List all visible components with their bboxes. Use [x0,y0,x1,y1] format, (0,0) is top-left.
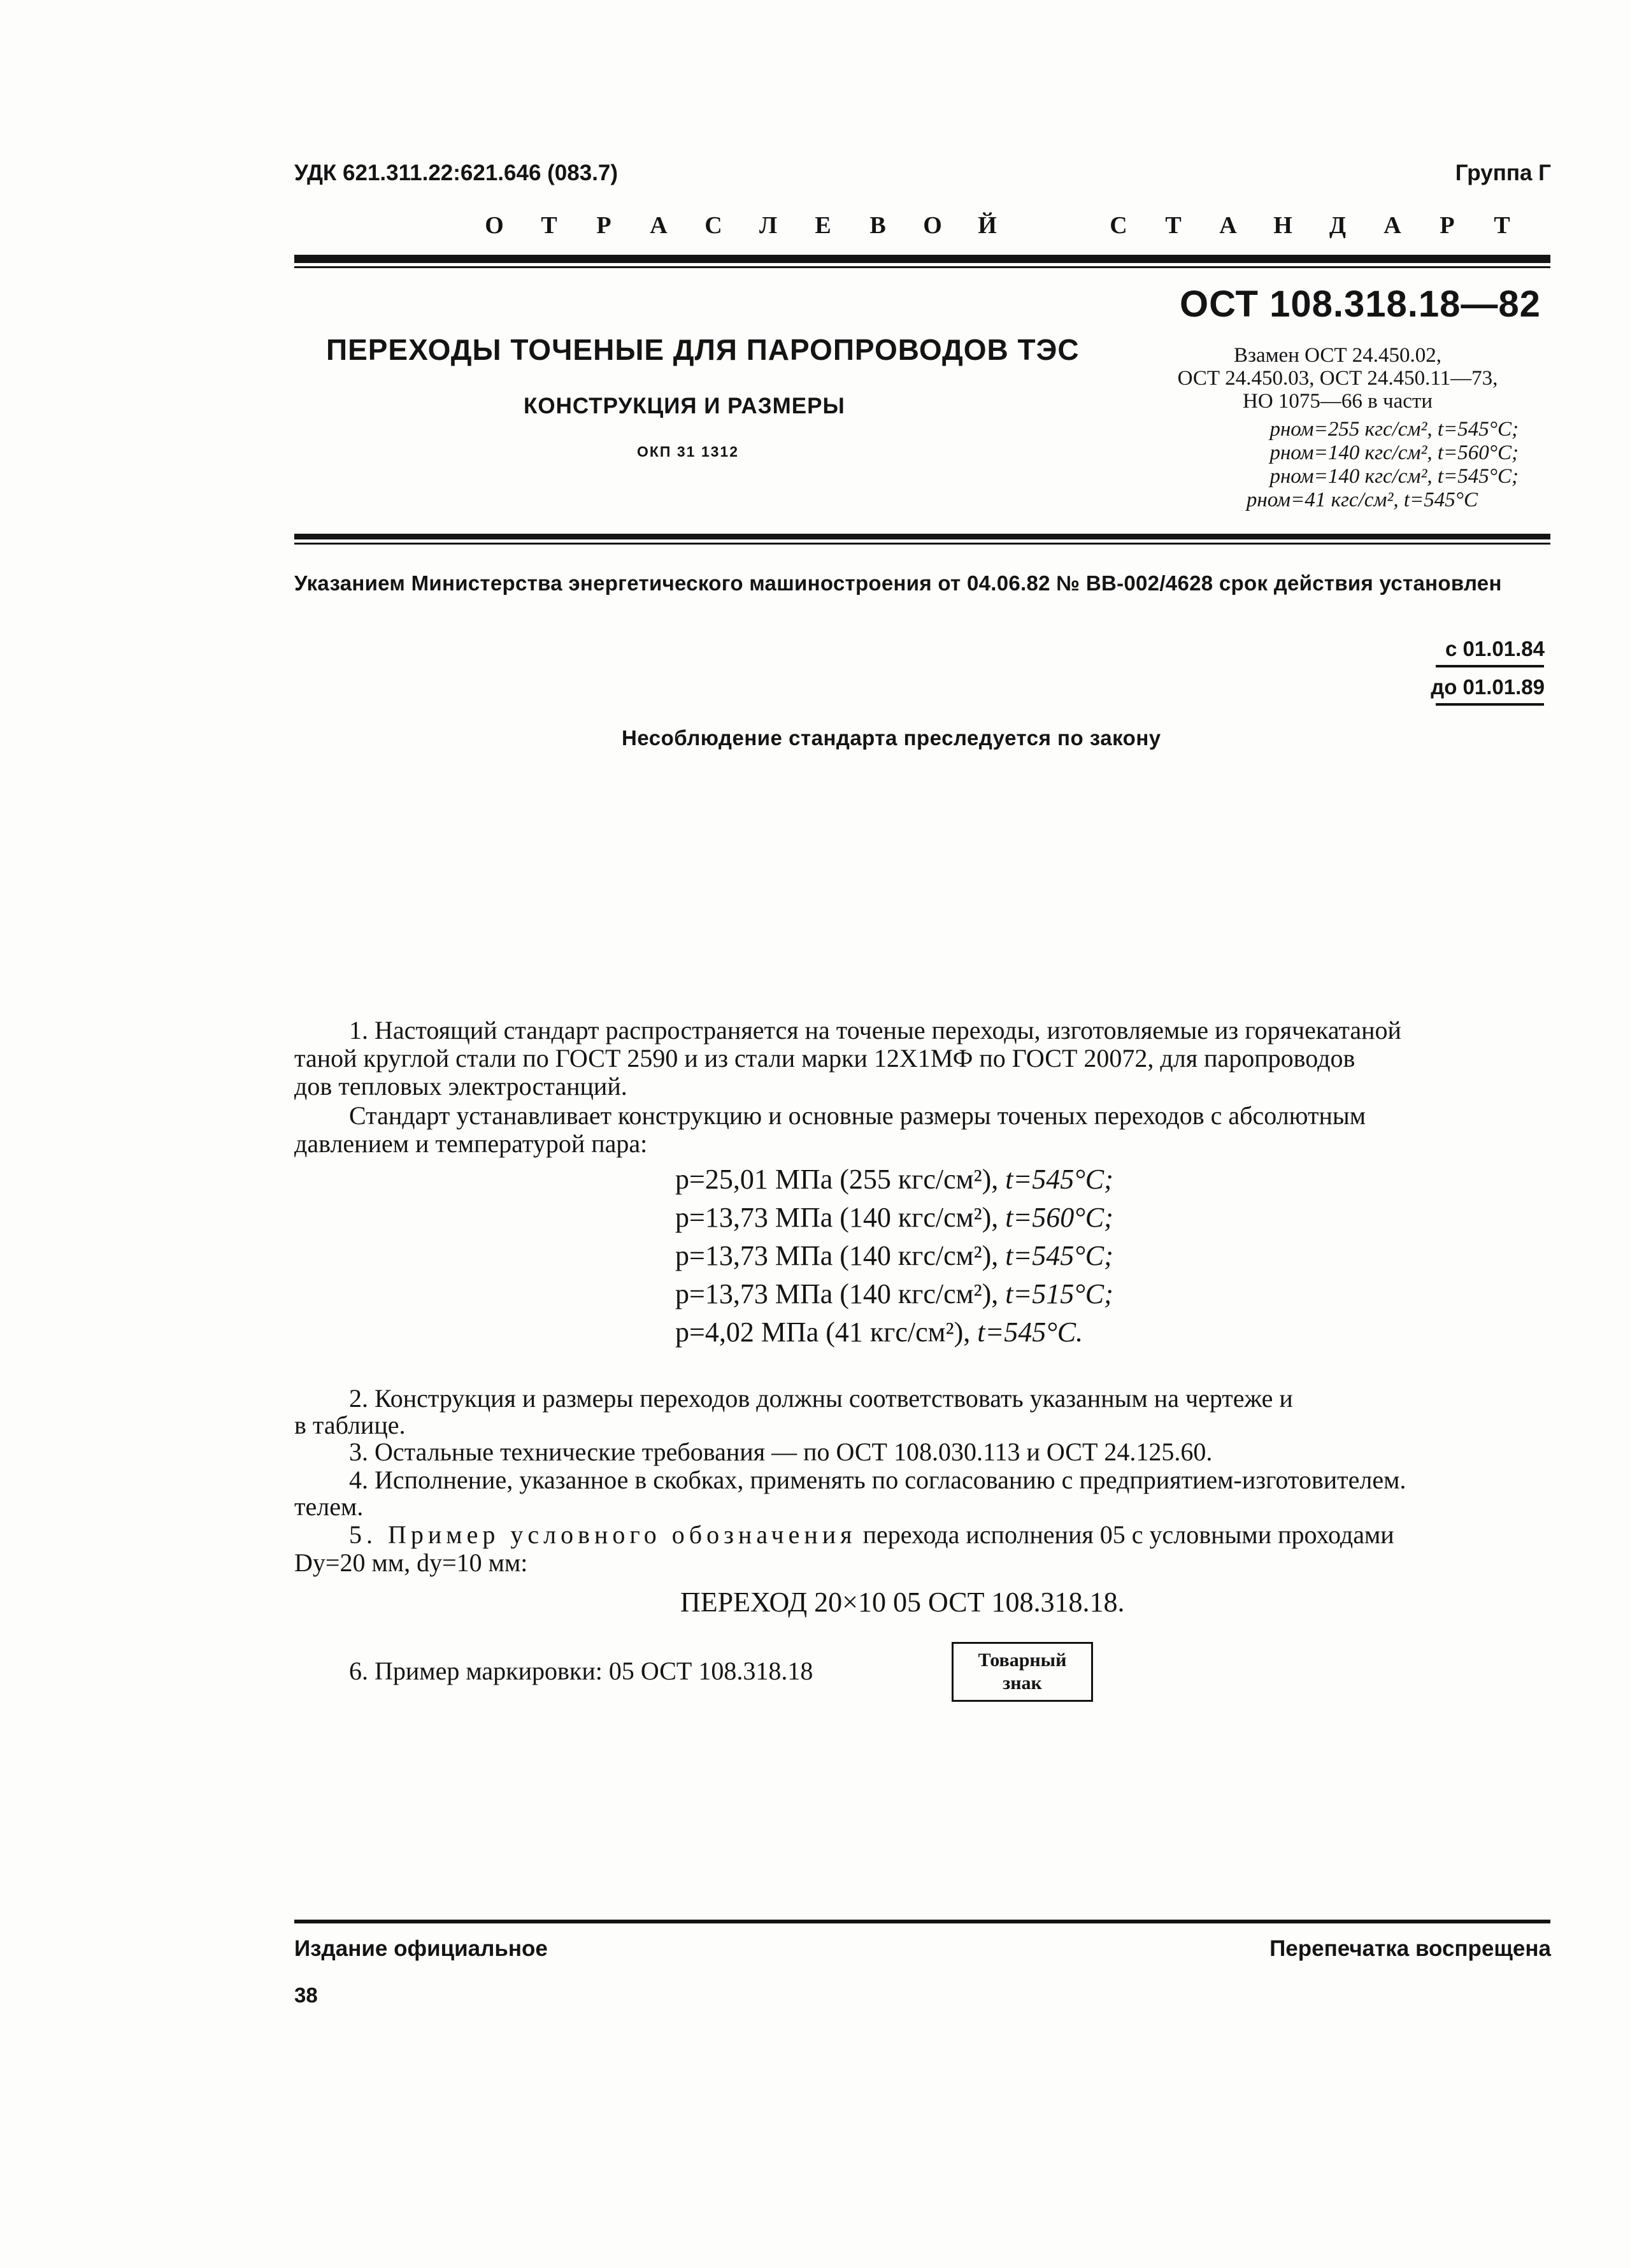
standard-code: ОСТ 108.318.18—82 [1180,283,1541,325]
replaces-line: НО 1075—66 в части [1243,390,1433,413]
paragraph-2-line: давлением и температурой пара: [294,1129,648,1158]
banner-letter: С [704,212,724,239]
item-5-emphasis: 5. Пример условного обозначения [349,1520,857,1549]
okp-code: ОКП 31 1312 [637,443,739,460]
formula-pressure: p=13,73 МПа (140 кгс/см²), [675,1240,999,1271]
formula-temperature: t=545°С; [1005,1164,1113,1195]
paragraph-1-line: дов тепловых электростанций. [294,1072,627,1101]
decree-text: Указанием Министерства энергетического машиностроения от 04.06.82 № ВВ-002/4628 срок действия установлен [294,571,1502,595]
paragraph-2-line: Стандарт устанавливает конструкцию и основные размеры точеных переходов с абсолютным [349,1101,1366,1130]
item-4-line: телем. [294,1492,364,1521]
valid-from-date: с 01.01.84 [1445,637,1545,660]
mid-rule-thin [294,543,1550,545]
banner-letter: Т [1494,212,1512,239]
pressure-line: pном=140 кгс/см², t=545°С; [1269,465,1519,488]
banner-letter: С [1110,212,1129,239]
trademark-label: Товарный [978,1650,1067,1671]
footer-rule [294,1920,1550,1923]
formula-pressure: p=25,01 МПа (255 кгс/см²), [675,1164,999,1195]
header-rule-thin [294,266,1550,268]
pressure-line: pном=41 кгс/см², t=545°С [1246,489,1478,511]
formula-temperature: t=545°С. [977,1316,1083,1348]
designation-example: ПЕРЕХОД 20×10 05 ОСТ 108.318.18. [680,1587,1125,1618]
date-underline [1436,665,1544,667]
item-2-line: в таблице. [294,1411,406,1439]
banner-letter: О [923,212,943,239]
group-label: Группа Г [1455,160,1551,185]
formula-temperature: t=545°С; [1005,1240,1113,1271]
udk-code: УДК 621.311.22:621.646 (083.7) [294,160,618,185]
pressure-formula [675,1278,1113,1310]
paragraph-1-line: таной круглой стали по ГОСТ 2590 и из стали марки 12Х1МФ по ГОСТ 20072, для паропроводов [294,1044,1355,1073]
item-4-line: 4. Исполнение, указанное в скобках, применять по согласованию с предприятием-изготовителем. [349,1466,1406,1494]
formula-temperature: t=515°С; [1005,1278,1113,1309]
banner-letter: Л [759,212,779,239]
banner-letter: Е [815,212,833,239]
banner-letter: А [1219,212,1238,239]
paragraph-1-line: 1. Настоящий стандарт распространяется на точеные переходы, изготовляемые из горячекатаной [349,1016,1401,1045]
banner-letter: О [485,212,505,239]
official-edition-label: Издание официальное [294,1936,548,1961]
valid-to-date: до 01.01.89 [1431,675,1545,699]
reprint-forbidden-label: Перепечатка воспрещена [1269,1936,1551,1961]
mid-rule-thick [294,534,1550,539]
item-5-line [349,1520,1394,1550]
trademark-label: знак [1003,1672,1042,1694]
header-rule-thick [294,255,1550,263]
replaces-line: ОСТ 24.450.03, ОСТ 24.450.11—73, [1177,367,1498,390]
banner-letter: Р [1440,212,1456,239]
formula-pressure: p=4,02 МПа (41 кгс/см²), [675,1316,971,1348]
banner-letter: Й [978,212,998,239]
item-5-line: Dу=20 мм, dу=10 мм: [294,1548,528,1577]
legal-notice: Несоблюдение стандарта преследуется по закону [622,726,1161,750]
banner-letter: Т [541,212,559,239]
pressure-formula [675,1239,1113,1272]
page-number: 38 [294,1983,318,2007]
banner-letter: Т [1165,212,1183,239]
marking-example: 6. Пример маркировки: 05 ОСТ 108.318.18 [349,1657,813,1685]
document-subtitle: КОНСТРУКЦИЯ И РАЗМЕРЫ [524,394,845,418]
item-2-line: 2. Конструкция и размеры переходов должны соответствовать указанным на чертеже и [349,1384,1293,1413]
standard-banner [468,211,1530,239]
banner-letter: А [1383,212,1403,239]
pressure-formula [675,1163,1113,1195]
pressure-formula [675,1201,1113,1234]
formula-pressure: p=13,73 МПа (140 кгс/см²), [675,1202,999,1233]
formula-pressure: p=13,73 МПа (140 кгс/см²), [675,1278,999,1309]
pressure-line: pном=140 кгс/см², t=560°С; [1269,441,1519,464]
item-5-text: перехода исполнения 05 с условными проходами [862,1520,1394,1549]
banner-letter: Н [1273,212,1294,239]
replaces-block [1127,344,1548,512]
pressure-line: pном=255 кгс/см², t=545°С; [1269,418,1519,441]
banner-letter: В [869,212,887,239]
formula-temperature: t=560°С; [1005,1202,1113,1233]
date-underline [1436,703,1544,706]
banner-letter: А [650,212,669,239]
banner-letter: Р [596,212,613,239]
pressure-formula [675,1316,1083,1348]
banner-letter: Д [1329,212,1348,239]
item-3: 3. Остальные технические требования — по ОСТ 108.030.113 и ОСТ 24.125.60. [349,1437,1213,1466]
trademark-box [952,1642,1093,1702]
replaces-line: Взамен ОСТ 24.450.02, [1233,344,1442,367]
document-title: ПЕРЕХОДЫ ТОЧЕНЫЕ ДЛЯ ПАРОПРОВОДОВ ТЭС [326,333,1080,366]
